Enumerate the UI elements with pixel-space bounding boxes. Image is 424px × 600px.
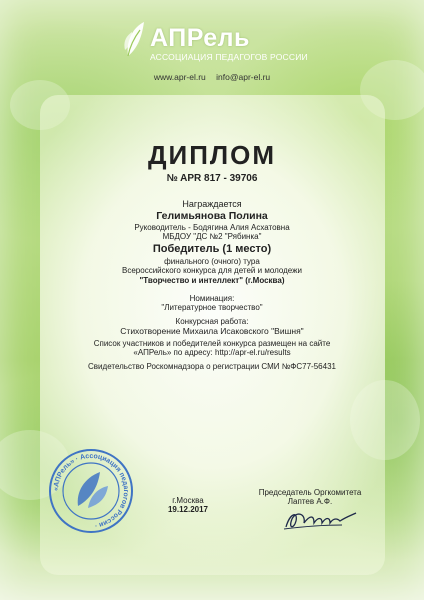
awarded-label: Награждается [182,199,242,209]
email-link[interactable]: info@apr-el.ru [216,72,271,82]
brand-subtitle: АССОЦИАЦИЯ ПЕДАГОГОВ РОССИИ [150,52,308,62]
brand-name: АПРель [150,24,250,52]
registration-certificate: Свидетельство Роскомнадзора о регистрации СМИ №ФС77-56431 [88,362,336,371]
signature-icon [280,507,360,533]
recipient-name: Гелимьянова Полина [156,210,268,222]
leaf-logo-icon [124,20,146,58]
contest-theme: "Творчество и интеллект" (г.Москва) [139,276,285,285]
chair-name: Лаптев А.Ф. [287,497,333,506]
organization-line: МБДОУ "ДС №2 "Рябинка" [162,232,262,241]
contest-line: Всероссийского конкурса для детей и молодежи [122,266,302,275]
city: г.Москва [172,496,204,505]
contact-line [0,72,424,82]
diploma-number: № APR 817 - 39706 [166,173,258,184]
stage-line: финального (очного) тура [164,257,260,266]
place-line: Победитель (1 место) [152,243,272,255]
results-note-line2: «АПРель» по адресу: http://apr-el.ru/results [133,348,291,357]
nomination-label: Номинация: [189,294,235,303]
results-note-line1: Список участников и победителей конкурса размещен на сайте [93,339,331,348]
association-stamp-icon [48,448,134,534]
diploma-title: ДИПЛОМ [147,140,277,170]
nomination-value: "Литературное творчество" [161,303,263,312]
work-label: Конкурсная работа: [175,317,249,326]
stamp-ring-text: «АПРель» · Ассоциация педагогов России · [52,452,130,529]
issue-date: 19.12.2017 [167,505,209,514]
site-link[interactable]: www.apr-el.ru [153,72,206,82]
chair-title: Председатель Оргкомитета [258,488,362,497]
work-value: Стихотворение Михаила Исаковского "Вишня" [120,326,304,336]
leader-line: Руководитель - Бодягина Алия Асхатовна [134,223,290,232]
